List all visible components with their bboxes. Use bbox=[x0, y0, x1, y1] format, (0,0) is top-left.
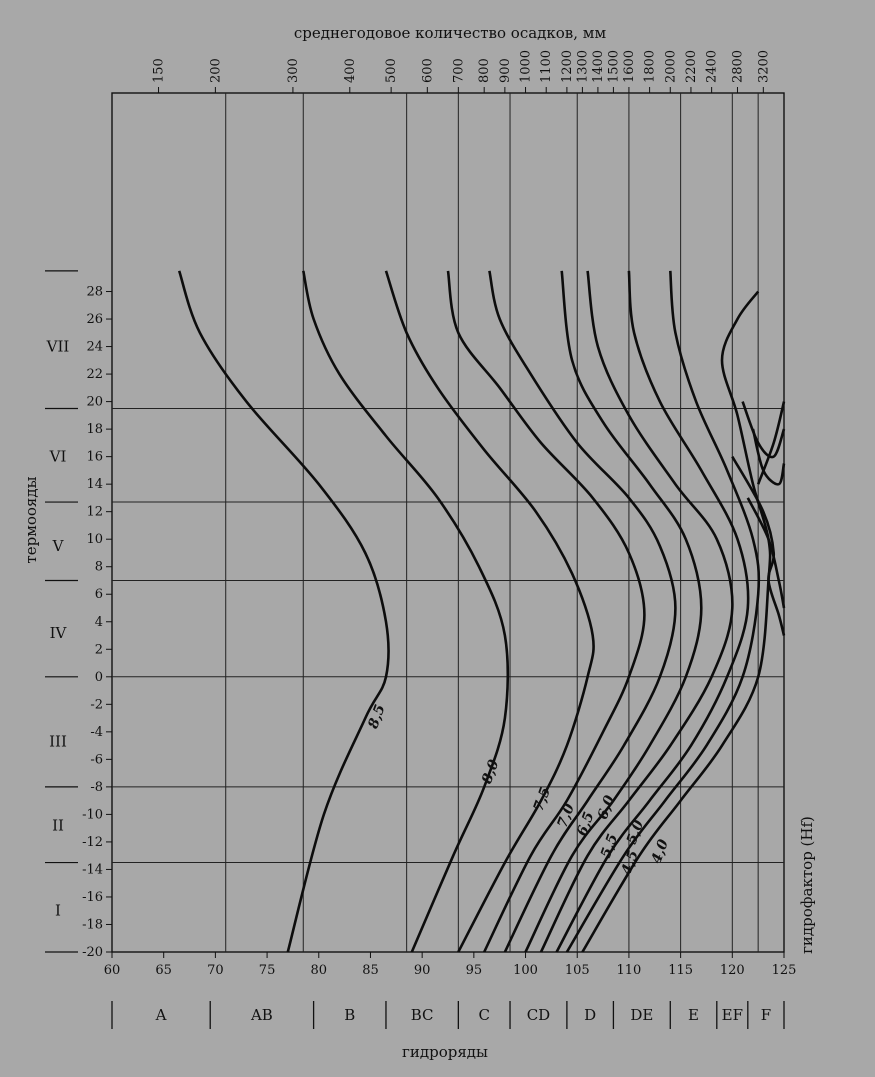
x-tick-label: 90 bbox=[413, 963, 431, 978]
thermo-band-label: VI bbox=[49, 447, 67, 466]
series-label: 4,0 bbox=[648, 837, 672, 866]
top-tick-label: 200 bbox=[208, 58, 224, 83]
series-line-11 bbox=[748, 498, 784, 608]
y-tick-label: 14 bbox=[86, 477, 103, 493]
series-label: 7,0 bbox=[554, 801, 578, 830]
y-tick-label: 10 bbox=[86, 532, 103, 548]
y-tick-label: 0 bbox=[94, 669, 103, 685]
series-label: 8,0 bbox=[479, 757, 503, 786]
x-tick-label: 115 bbox=[668, 963, 694, 978]
top-tick-label: 800 bbox=[477, 58, 493, 83]
y-tick-label: -10 bbox=[82, 807, 103, 823]
x-tick-label: 95 bbox=[465, 963, 483, 978]
top-tick-label: 600 bbox=[420, 58, 436, 83]
top-tick-label: 2000 bbox=[663, 49, 679, 83]
hydro-band-layer bbox=[112, 1001, 784, 1029]
thermo-band-label: I bbox=[55, 901, 61, 920]
tick-layer bbox=[82, 50, 796, 978]
top-tick-label: 2400 bbox=[704, 49, 720, 83]
x-tick-label: 120 bbox=[719, 963, 745, 978]
chart-title: среднегодовое количество осадков, мм bbox=[293, 24, 607, 42]
top-tick-label: 2200 bbox=[683, 49, 699, 83]
x-tick-label: 60 bbox=[103, 963, 121, 978]
y-tick-label: 18 bbox=[86, 422, 103, 438]
hydro-band-label: CD bbox=[526, 1006, 551, 1024]
top-tick-label: 900 bbox=[497, 58, 513, 83]
series-label: 7,5 bbox=[530, 785, 555, 814]
top-tick-label: 300 bbox=[285, 58, 301, 83]
x-tick-label: 65 bbox=[155, 963, 172, 978]
y-tick-label: 24 bbox=[86, 339, 103, 355]
top-tick-label: 1600 bbox=[621, 49, 637, 83]
top-tick-label: 1200 bbox=[559, 49, 575, 83]
x-tick-label: 75 bbox=[258, 963, 276, 978]
hydro-band-label: EF bbox=[721, 1006, 743, 1024]
hydro-band-label: AB bbox=[250, 1006, 273, 1024]
thermo-band-label: V bbox=[52, 537, 64, 556]
series-line-0 bbox=[179, 271, 388, 952]
top-tick-label: 2800 bbox=[730, 49, 746, 83]
y-tick-label: 26 bbox=[86, 312, 103, 328]
y-tick-label: 2 bbox=[94, 642, 103, 658]
thermo-band-layer bbox=[45, 271, 78, 952]
top-tick-label: 1100 bbox=[539, 49, 555, 83]
y-tick-label: 16 bbox=[86, 449, 103, 465]
y-tick-label: 20 bbox=[86, 394, 103, 410]
y-axis-label: термоояды bbox=[22, 476, 40, 564]
y-tick-label: -6 bbox=[90, 752, 103, 768]
y-tick-label: -18 bbox=[82, 917, 103, 933]
top-tick-label: 400 bbox=[342, 58, 358, 83]
y-tick-label: 22 bbox=[86, 367, 103, 383]
y-tick-label: 4 bbox=[94, 614, 103, 630]
x-tick-label: 105 bbox=[564, 963, 590, 978]
series-label: 4,5 bbox=[618, 848, 643, 877]
thermo-band-label: IV bbox=[49, 623, 67, 642]
top-tick-label: 700 bbox=[451, 58, 467, 83]
hydro-band-label: A bbox=[155, 1006, 167, 1024]
thermo-band-label: II bbox=[52, 816, 64, 835]
top-tick-label: 3200 bbox=[756, 49, 772, 83]
y-tick-label: -16 bbox=[82, 889, 103, 905]
y2-axis-label: гидрофактор (Hf) bbox=[798, 816, 816, 954]
hydro-band-label: E bbox=[688, 1006, 700, 1024]
hydro-band-label: DE bbox=[630, 1006, 654, 1024]
top-tick-label: 1000 bbox=[518, 49, 534, 83]
thermo-band-label: III bbox=[49, 732, 67, 751]
series-label: 5,0 bbox=[623, 818, 648, 847]
series-label: 5,5 bbox=[597, 831, 622, 861]
series-line-2 bbox=[386, 271, 594, 952]
y-tick-label: -8 bbox=[90, 779, 103, 795]
x-tick-label: 85 bbox=[362, 963, 379, 978]
top-tick-label: 1300 bbox=[575, 49, 591, 83]
series-label: 6,5 bbox=[574, 809, 598, 839]
y-tick-label: 28 bbox=[86, 284, 103, 300]
series-label: 8,5 bbox=[365, 702, 389, 731]
y-tick-label: -20 bbox=[82, 945, 103, 960]
y-tick-label: -14 bbox=[82, 862, 103, 878]
series-layer bbox=[179, 271, 784, 952]
x-tick-label: 80 bbox=[310, 963, 328, 978]
x-tick-label: 70 bbox=[207, 963, 224, 978]
thermo-band-label: VII bbox=[46, 337, 70, 356]
hydro-band-label: D bbox=[584, 1006, 597, 1024]
top-tick-label: 1500 bbox=[606, 49, 622, 83]
plot-frame bbox=[112, 93, 784, 952]
x-tick-label: 100 bbox=[513, 963, 538, 978]
top-tick-label: 500 bbox=[384, 58, 400, 83]
hydro-band-label: F bbox=[760, 1006, 772, 1024]
x-tick-label: 125 bbox=[771, 963, 797, 978]
series-line-6 bbox=[541, 271, 732, 952]
series-label: 6,0 bbox=[594, 793, 619, 822]
top-tick-label: 150 bbox=[151, 58, 167, 83]
hydro-band-label: C bbox=[478, 1006, 490, 1024]
top-tick-label: 1800 bbox=[642, 49, 658, 83]
grid-layer bbox=[112, 93, 784, 952]
y-tick-label: -2 bbox=[90, 697, 103, 713]
x-tick-label: 110 bbox=[616, 963, 642, 978]
top-tick-label: 1400 bbox=[590, 49, 606, 83]
y-tick-label: -12 bbox=[82, 834, 103, 850]
series-line-1 bbox=[303, 271, 507, 952]
y-tick-label: 8 bbox=[94, 559, 103, 575]
hydro-band-label: BC bbox=[410, 1006, 434, 1024]
y-tick-label: -4 bbox=[90, 724, 103, 740]
x-axis-label: гидроряды bbox=[402, 1043, 488, 1061]
y-tick-label: 6 bbox=[94, 587, 103, 603]
y-tick-label: 12 bbox=[86, 504, 103, 520]
hydro-band-label: B bbox=[344, 1006, 356, 1024]
